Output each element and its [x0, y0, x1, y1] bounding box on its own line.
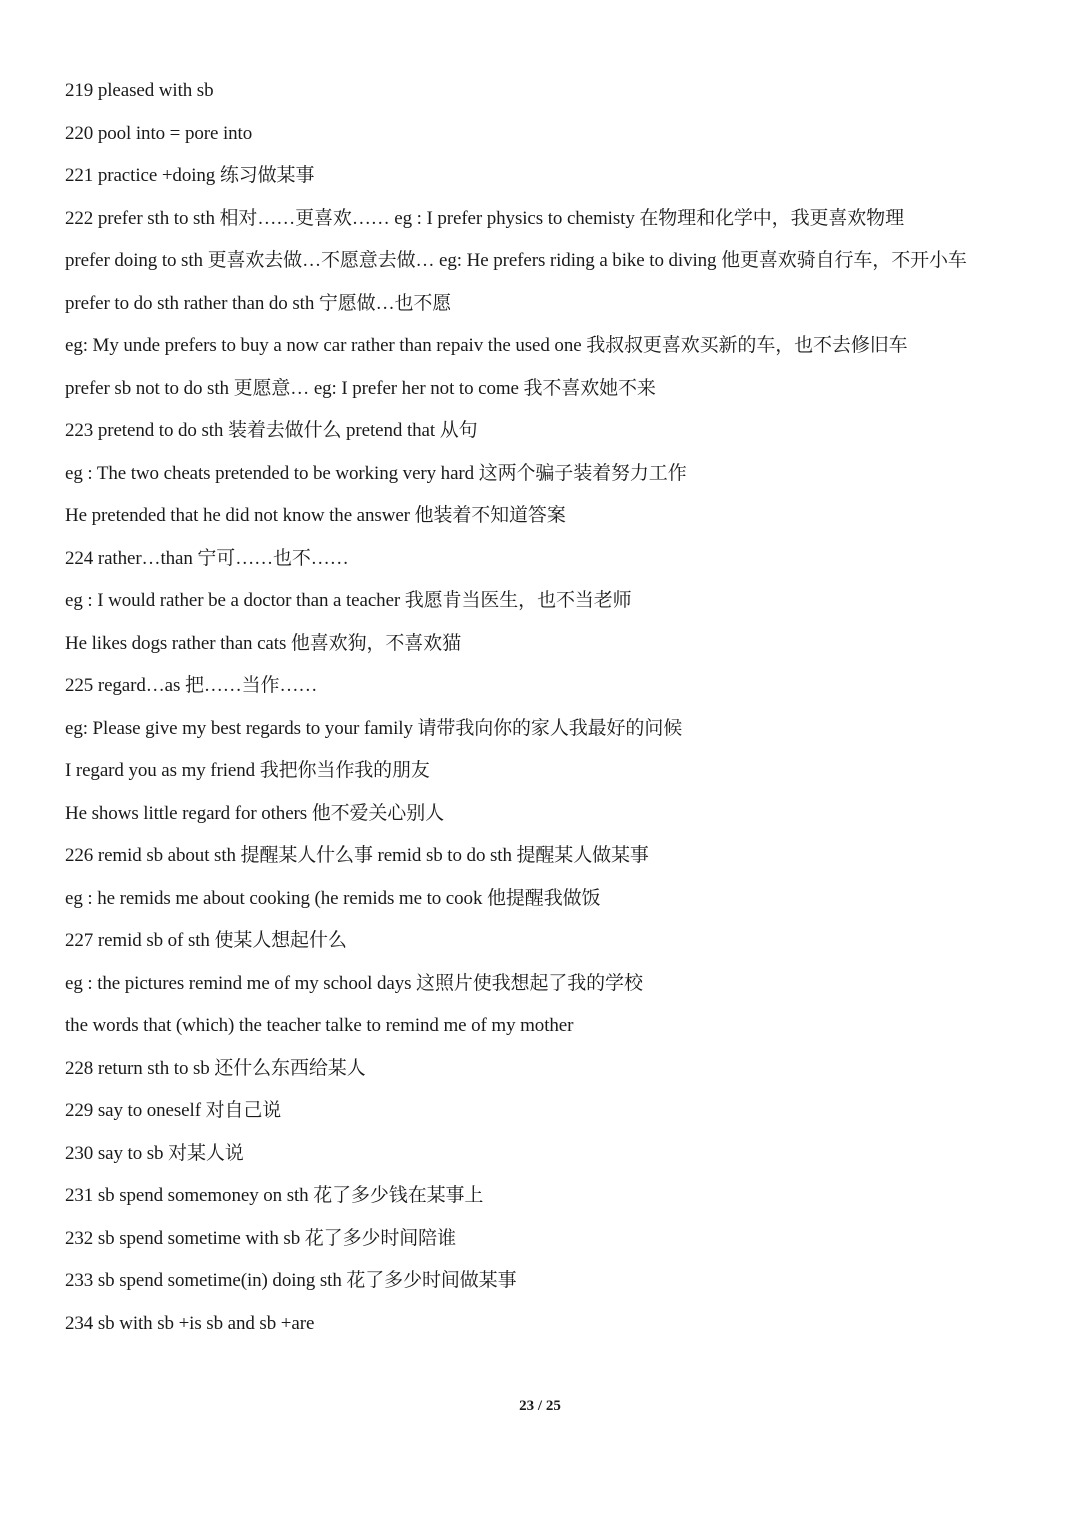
text-line: eg: Please give my best regards to your family 请带我向你的家人我最好的问候: [65, 717, 683, 739]
text-line: He pretended that he did not know the answer 他装着不知道答案: [65, 505, 566, 526]
text-line: He shows little regard for others 他不爱关心别人: [65, 802, 444, 824]
text-line: 232 sb spend sometime with sb 花了多少时间陪谁: [65, 1227, 456, 1249]
text-line: eg : he remids me about cooking (he remids me to cook 他提醒我做饭: [65, 887, 601, 909]
text-line: I regard you as my friend 我把你当作我的朋友: [65, 760, 430, 781]
text-line: 223 pretend to do sth 装着去做什么 pretend that 从句: [65, 420, 478, 441]
text-line: 222 prefer sth to sth 相对……更喜欢…… eg : I prefer physics to chemisty 在物理和化学中，我更喜欢物理: [65, 207, 904, 229]
text-line: He likes dogs rather than cats 他喜欢狗，不喜欢猫: [65, 632, 461, 654]
text-line: the words that (which) the teacher talke to remind me of my mother: [65, 1015, 574, 1036]
text-line: 227 remid sb of sth 使某人想起什么: [65, 930, 347, 951]
text-line: eg : the pictures remind me of my school days 这照片使我想起了我的学校: [65, 972, 643, 994]
text-line: 230 say to sb 对某人说: [65, 1142, 244, 1164]
text-line: 234 sb with sb +is sb and sb +are: [65, 1312, 315, 1334]
text-line: 225 regard…as 把……当作……: [65, 675, 318, 696]
text-line: 224 rather…than 宁可……也不……: [65, 547, 349, 569]
text-line: prefer sb not to do sth 更愿意… eg: I prefer her not to come 我不喜欢她不来: [65, 377, 656, 399]
text-line: 219 pleased with sb: [65, 80, 214, 101]
text-line: 231 sb spend somemoney on sth 花了多少钱在某事上: [65, 1185, 484, 1206]
text-line: eg : The two cheats pretended to be working very hard 这两个骗子装着努力工作: [65, 462, 687, 484]
text-line: 226 remid sb about sth 提醒某人什么事 remid sb to do sth 提醒某人做某事: [65, 845, 649, 866]
text-line: eg: My unde prefers to buy a now car rather than repaiv the used one 我叔叔更喜欢买新的车，也不去修旧车: [65, 335, 908, 356]
text-line: 233 sb spend sometime(in) doing sth 花了多少时间做某事: [65, 1270, 517, 1291]
text-line: prefer doing to sth 更喜欢去做…不愿意去做… eg: He prefers riding a bike to diving 他更喜欢骑自行车，不开小车: [65, 250, 967, 271]
text-line: 220 pool into = pore into: [65, 122, 253, 144]
text-body: [65, 70, 1025, 1345]
text-line: prefer to do sth rather than do sth 宁愿做…也不愿: [65, 292, 452, 314]
page-number: 23 / 25: [519, 1398, 561, 1414]
text-line: 221 practice +doing 练习做某事: [65, 165, 315, 186]
text-line: 228 return sth to sb 还什么东西给某人: [65, 1057, 366, 1079]
text-line: 229 say to oneself 对自己说: [65, 1100, 282, 1121]
text-line: eg : I would rather be a doctor than a teacher 我愿肯当医生，也不当老师: [65, 590, 632, 611]
